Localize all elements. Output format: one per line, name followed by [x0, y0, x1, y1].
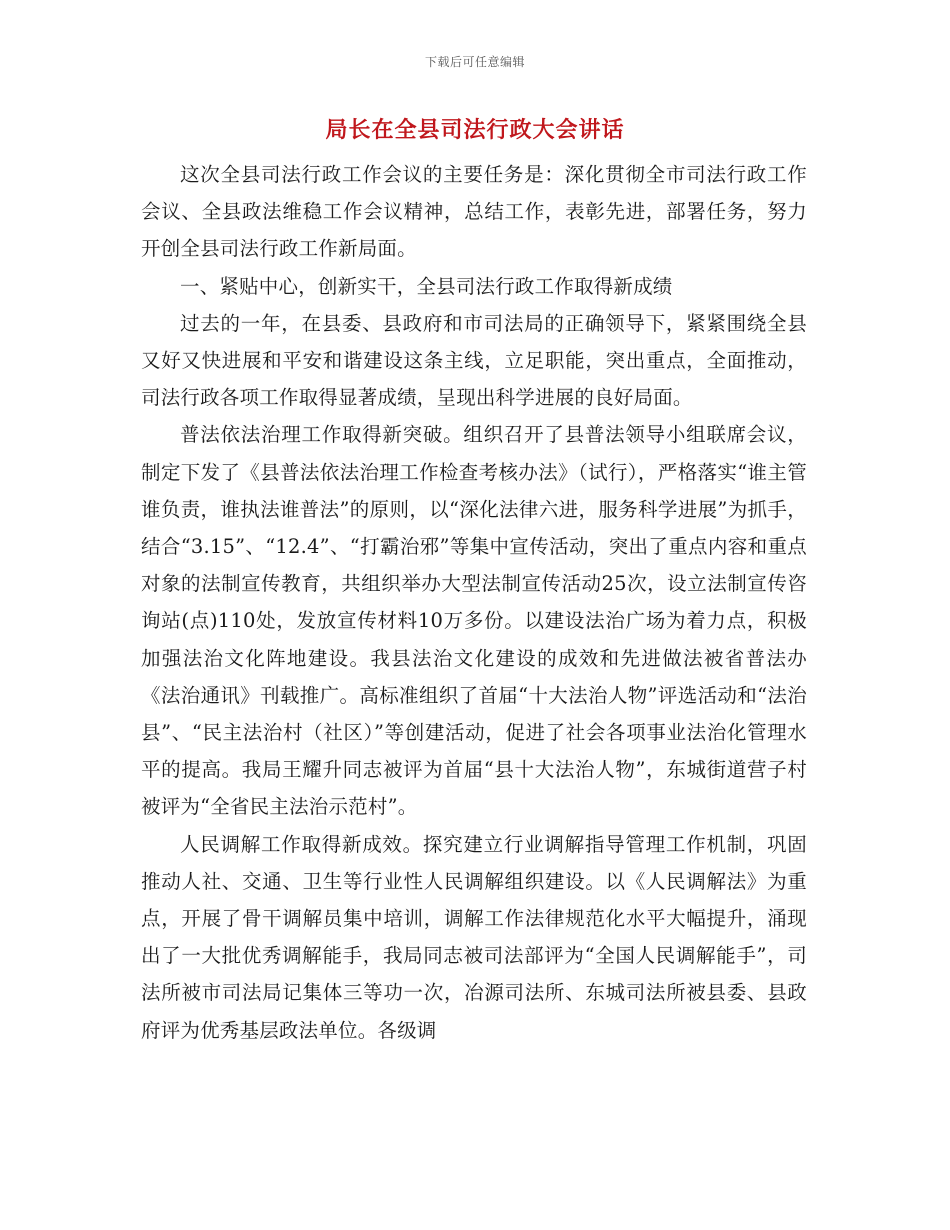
- section-heading: 一、紧贴中心，创新实干，全县司法行政工作取得新成绩: [180, 274, 673, 298]
- paragraph-mediation: 人民调解工作取得新成效。探究建立行业调解指导管理工作机制，巩固推动人社、交通、卫生等行业性人民调解组织建设。以《人民调解法》为重点，开展了骨干调解员集中培训，调解工作法律规范化水平大幅提升，涌现出了一大批优秀调解能手，我局同志被司法部评为“全国人民调解能手”，司法所被市司法局记集体三等功一次，冶源司法所、东城司法所被县委、县政府评为优秀基层政法单位。各级调: [141, 832, 807, 1042]
- paragraph-legal-education: 普法依法治理工作取得新突破。组织召开了县普法领导小组联席会议，制定下发了《县普法依法治理工作检查考核办法》（试行），严格落实“谁主管谁负责，谁执法谁普法”的原则，以“深化法律六进，服务科学进展”为抓手，结合“3.15”、“12.4”、“打霸治邪”等集中宣传活动，突出了重点内容和重点对象的法制宣传教育，共组织举办大型法制宣传活动25次，设立法制宣传咨询站(点)110处，发放宣传材料10万多份。以建设法治广场为着力点，积极加强法治文化阵地建设。我县法治文化建设的成效和先进做法被省普法办《法治通讯》刊载推广。高标准组织了首届“十大法治人物”评选活动和“法治县”、“民主法治村（社区）”等创建活动，促进了社会各项事业法治化管理水平的提高。我局王耀升同志被评为首届“县十大法治人物”，东城街道营子村被评为“全省民主法治示范村”。: [141, 423, 807, 819]
- document-title: 局长在全县司法行政大会讲话: [325, 117, 625, 143]
- document-body: [141, 156, 807, 1049]
- paragraph-intro: 这次全县司法行政工作会议的主要任务是：深化贯彻全市司法行政工作会议、全县政法维稳工作会议精神，总结工作，表彰先进，部署任务，努力开创全县司法行政工作新局面。: [141, 163, 807, 261]
- header-note: 下载后可任意编辑: [424, 55, 525, 69]
- paragraph-overview: 过去的一年，在县委、县政府和市司法局的正确领导下，紧紧围绕全县又好又快进展和平安和谐建设这条主线，立足职能，突出重点，全面推动，司法行政各项工作取得显著成绩，呈现出科学进展的良好局面。: [141, 311, 807, 410]
